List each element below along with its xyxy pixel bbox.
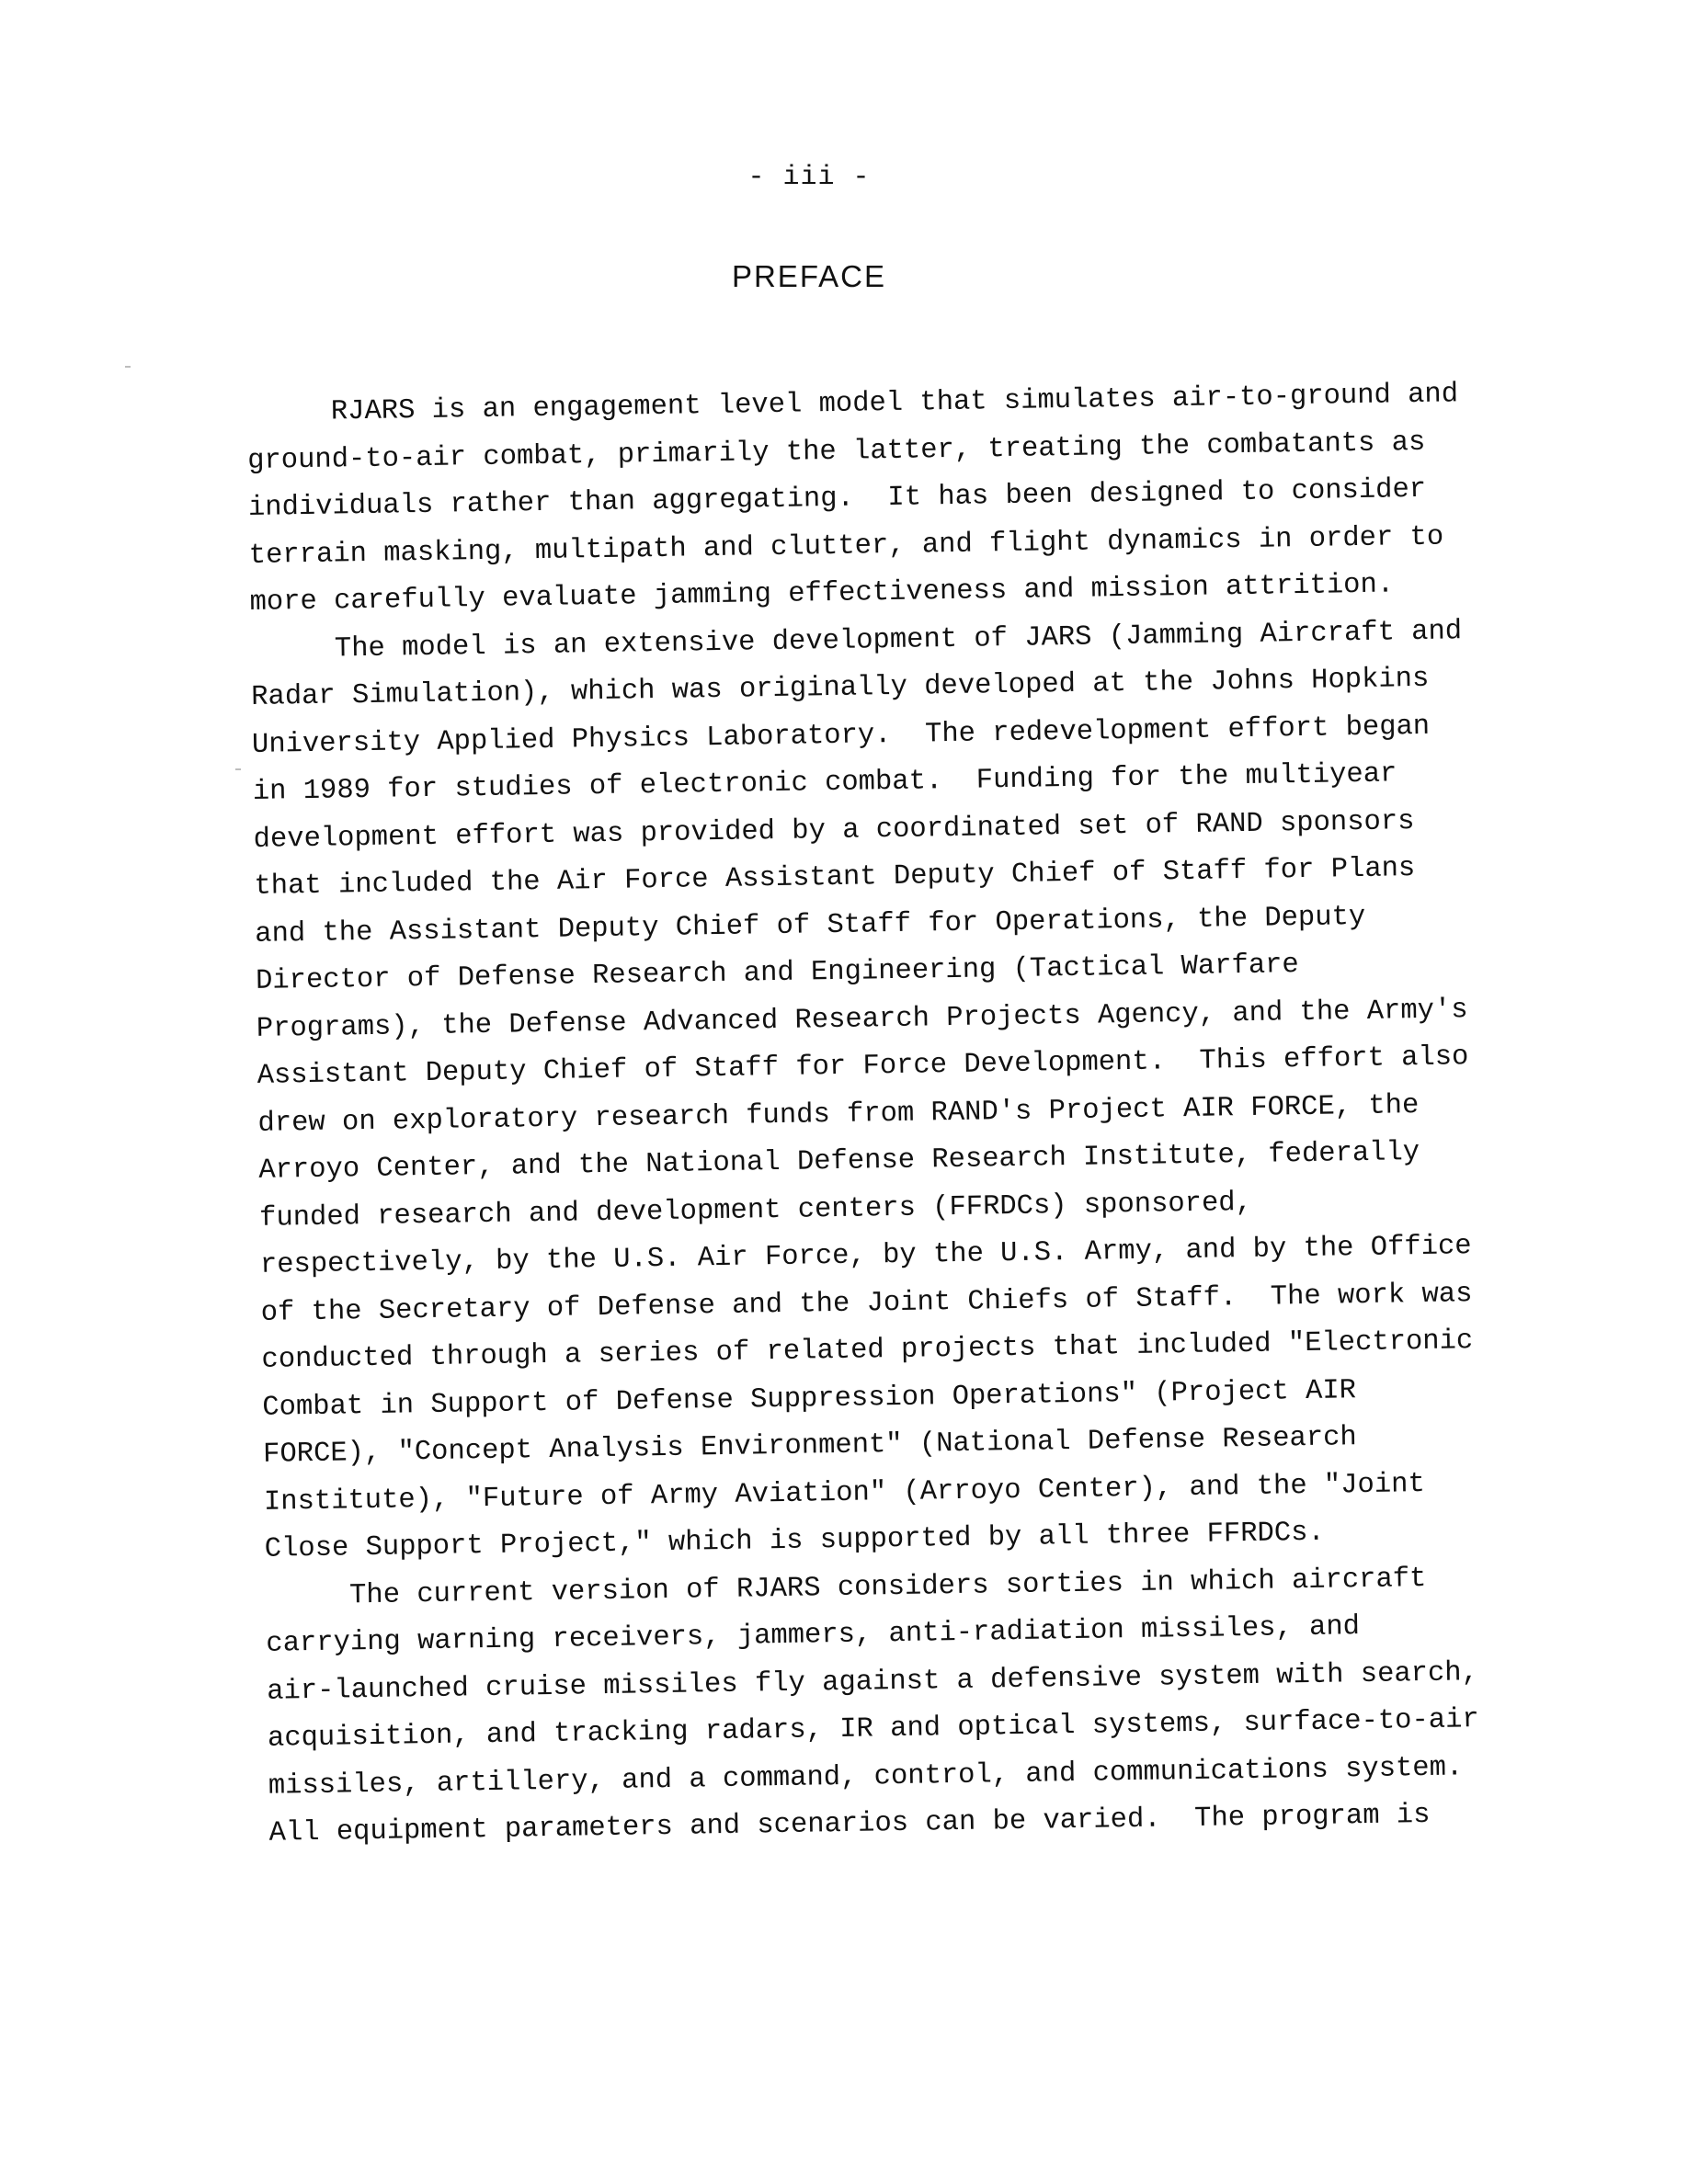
text-line: The current version of RJARS considers sorties in which aircraft bbox=[265, 1563, 1427, 1613]
text-line: and the Assistant Deputy Chief of Staff for Operations, the Deputy bbox=[255, 901, 1366, 950]
scan-speck bbox=[125, 366, 131, 368]
text-line: ground-to-air combat, primarily the latter, treating the combatants as bbox=[246, 427, 1426, 477]
text-line: that included the Air Force Assistant Deputy Chief of Staff for Plans bbox=[254, 853, 1416, 903]
text-line: Institute), "Future of Army Aviation" (Arroyo Center), and the "Joint bbox=[263, 1468, 1426, 1519]
text-line: individuals rather than aggregating. It has been designed to consider bbox=[247, 473, 1427, 524]
text-line: respectively, by the U.S. Air Force, by the U.S. Army, and by the Office bbox=[259, 1231, 1472, 1281]
text-line: The model is an extensive development of JARS (Jamming Aircraft and bbox=[250, 615, 1463, 666]
text-line: RJARS is an engagement level model that simulates air-to-ground and bbox=[246, 379, 1459, 429]
text-line: All equipment parameters and scenarios can be varied. The program is bbox=[268, 1799, 1431, 1849]
text-line: conducted through a series of related projects that included "Electronic bbox=[261, 1325, 1474, 1376]
text-line: more carefully evaluate jamming effectiveness and mission attrition. bbox=[249, 569, 1395, 619]
text-line: Close Support Project," which is supported by all three FFRDCs. bbox=[264, 1517, 1326, 1565]
text-line: missiles, artillery, and a command, control, and communications system. bbox=[268, 1751, 1464, 1803]
text-line: University Applied Physics Laboratory. The redevelopment effort began bbox=[251, 711, 1431, 761]
text-line: development effort was provided by a coordinated set of RAND sponsors bbox=[253, 805, 1415, 856]
text-line: terrain masking, multipath and clutter, and flight dynamics in order to bbox=[248, 521, 1444, 572]
text-line: in 1989 for studies of electronic combat. Funding for the multiyear bbox=[252, 758, 1397, 808]
text-line: Arroyo Center, and the National Defense Research Institute, federally bbox=[258, 1137, 1420, 1187]
preface-body bbox=[246, 372, 1479, 1859]
text-line: Programs), the Defense Advanced Research Projects Agency, and the Army's bbox=[256, 994, 1468, 1045]
text-line: funded research and development centers (FFRDCs) sponsored, bbox=[258, 1187, 1253, 1234]
text-line: of the Secretary of Defense and the Joint Chiefs of Staff. The work was bbox=[260, 1278, 1473, 1329]
page-number: - iii - bbox=[747, 162, 871, 193]
text-line: Assistant Deputy Chief of Staff for Force Development. This effort also bbox=[257, 1041, 1469, 1092]
section-heading: PREFACE bbox=[731, 259, 887, 293]
text-line: drew on exploratory research funds from RAND's Project AIR FORCE, the bbox=[257, 1089, 1420, 1140]
text-line: acquisition, and tracking radars, IR and optical systems, surface-to-air bbox=[267, 1704, 1479, 1755]
text-line: Radar Simulation), which was originally developed at the Johns Hopkins bbox=[250, 663, 1430, 713]
scan-speck bbox=[235, 768, 241, 770]
text-line: carrying warning receivers, jammers, anti-radiation missiles, and bbox=[266, 1611, 1361, 1660]
text-line: air-launched cruise missiles fly against a defensive system with search, bbox=[266, 1656, 1479, 1708]
text-line: Director of Defense Research and Engineering (Tactical Warfare bbox=[255, 950, 1300, 997]
text-line: Combat in Support of Defense Suppression Operations" (Project AIR bbox=[262, 1374, 1357, 1424]
text-line: FORCE), "Concept Analysis Environment" (National Defense Research bbox=[262, 1422, 1358, 1471]
